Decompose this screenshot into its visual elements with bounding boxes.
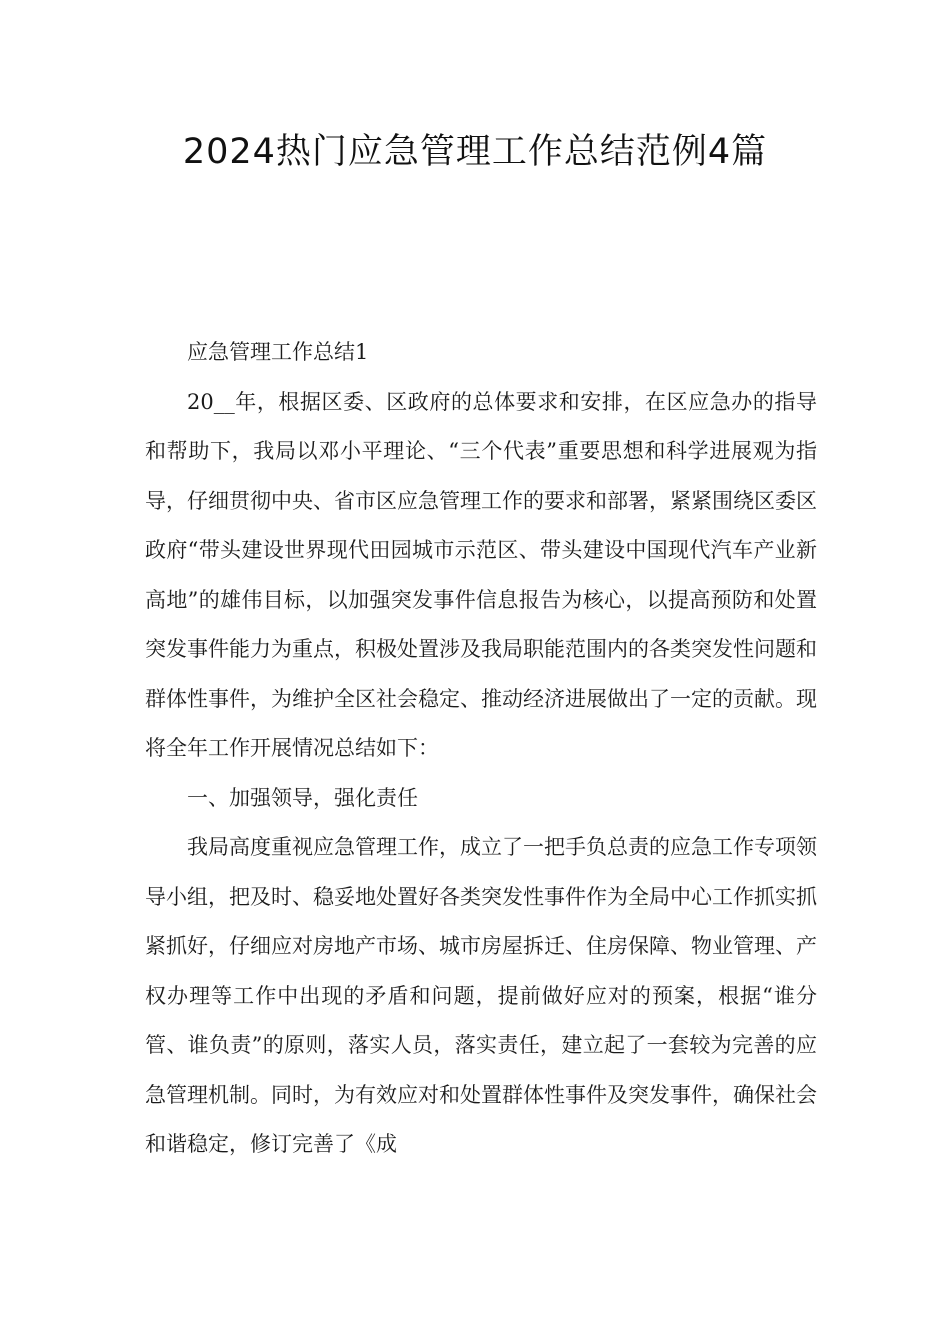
subsection-heading: 一、加强领导，强化责任: [187, 785, 418, 810]
section-heading: 应急管理工作总结1: [187, 340, 369, 364]
document-body: [145, 328, 817, 1170]
body-paragraph: 20__年，根据区委、区政府的总体要求和安排，在区应急办的指导和帮助下，我局以邓小平理论、“三个代表”重要思想和科学进展观为指导，仔细贯彻中央、省市区应急管理工作的要求和部署，紧紧围绕区委区政府“带头建设世界现代田园城市示范区、带头建设中国现代汽车产业新高地”的雄伟目标，以加强突发事件信息报告为核心，以提高预防和处置突发事件能力为重点，积极处置涉及我局职能范围内的各类突发性问题和群体性事件，为维护全区社会稳定、推动经济进展做出了一定的贡献。现将全年工作开展情况总结如下：: [145, 389, 817, 760]
document-title: 2024热门应急管理工作总结范例4篇: [182, 132, 768, 172]
body-paragraph: 我局高度重视应急管理工作，成立了一把手负总责的应急工作专项领导小组，把及时、稳妥地处置好各类突发性事件作为全局中心工作抓实抓紧抓好，仔细应对房地产市场、城市房屋拆迁、住房保障、物业管理、产权办理等工作中出现的矛盾和问题，提前做好应对的预案，根据“谁分管、谁负责”的原则，落实人员，落实责任，建立起了一套较为完善的应急管理机制。同时，为有效应对和处置群体性事件及突发事件，确保社会和谐稳定，修订完善了《成: [145, 835, 817, 1156]
